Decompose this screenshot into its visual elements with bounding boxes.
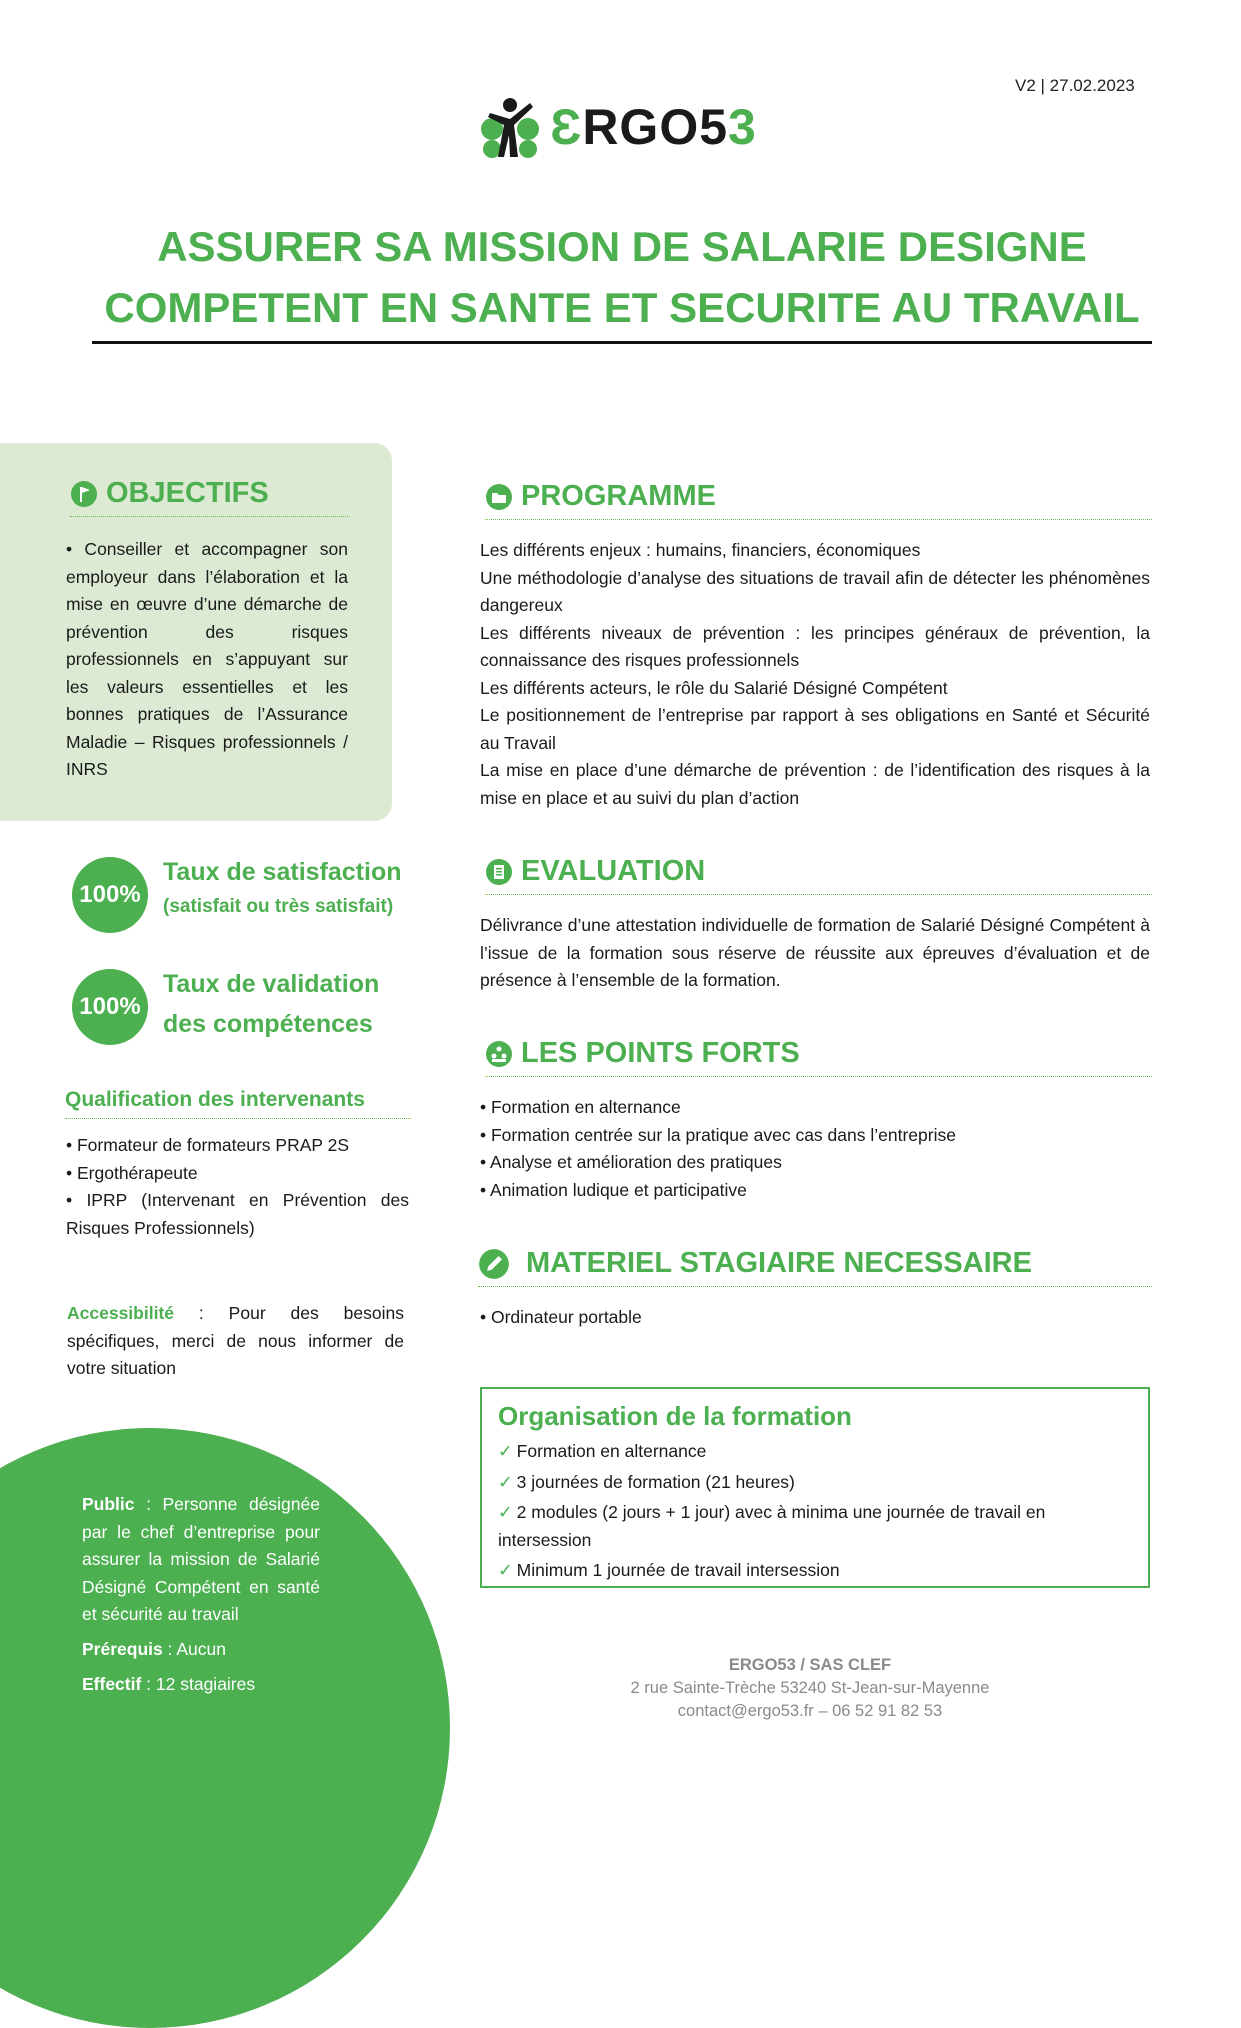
title-rule: [92, 341, 1152, 344]
footer: [560, 1654, 1060, 1723]
list-item: ✓ Formation en alternance: [498, 1441, 707, 1461]
title-line-1: ASSURER SA MISSION DE SALARIE DESIGNE: [157, 223, 1087, 270]
footer-contact: contact@ergo53.fr – 06 52 91 82 53: [677, 1702, 943, 1720]
list-item: • IPRP (Intervenant en Prévention des Risques Professionnels): [66, 1190, 409, 1238]
materiel-title: MATERIEL STAGIAIRE NECESSAIRE: [526, 1247, 1032, 1279]
list-item: • Formation en alternance: [480, 1097, 681, 1117]
effectif-label: Effectif: [82, 1674, 142, 1694]
evaluation-header: [485, 855, 1152, 895]
programme-header: [485, 480, 1152, 520]
organisation-box: [480, 1387, 1150, 1588]
check-icon: ✓: [498, 1471, 513, 1492]
programme-list: [480, 537, 1150, 812]
list-item: • Ordinateur portable: [480, 1307, 642, 1327]
validation-sublabel: des compétences: [163, 1010, 373, 1038]
list-item: • Animation ludique et participative: [480, 1179, 747, 1200]
effectif: [82, 1671, 320, 1699]
title-line-2: COMPETENT EN SANTE ET SECURITE AU TRAVAIL: [104, 284, 1140, 331]
materiel-list: [480, 1304, 1150, 1332]
objectifs-text: • Conseiller et accompagner son employeur dans l’élaboration et la mise en œuvre d’une démarche de prévention des risques professionnels en s’appuyant sur les valeurs essentielles et les bonnes pratiques de l’Assurance Maladie – Risques professionnels / INRS: [66, 539, 348, 779]
public-text: [82, 1491, 320, 1629]
satisfaction-sublabel: (satisfait ou très satisfait): [163, 896, 394, 917]
logo-figure-icon: [476, 95, 544, 159]
list-item: Le positionnement de l’entreprise par rapport à ses obligations en Santé et Sécurité au Travail: [480, 705, 1150, 753]
logo-text: ƐRGO53: [550, 99, 757, 155]
points-forts-header: [485, 1037, 1152, 1077]
qualification-title: Qualification des intervenants: [65, 1088, 411, 1119]
list-item: Les différents enjeux : humains, financiers, économiques: [480, 540, 921, 560]
evaluation-title: EVALUATION: [521, 855, 706, 887]
folder-icon: [485, 483, 513, 511]
qualification-list: [66, 1132, 409, 1242]
accessibilite-text: : Pour des besoins spécifiques, merci de nous informer de votre situation: [67, 1303, 404, 1378]
prerequis: [82, 1636, 320, 1664]
list-item: Les différents niveaux de prévention : les principes généraux de prévention, la connaissance des risques professionnels: [480, 622, 1150, 670]
list-item: • Formateur de formateurs PRAP 2S: [66, 1135, 349, 1155]
points-forts-title: LES POINTS FORTS: [521, 1037, 800, 1069]
list-item: Les différents acteurs, le rôle du Salarié Désigné Compétent: [480, 677, 948, 698]
evaluation-text: Délivrance d’une attestation individuelle de formation de Salarié Désigné Compétent à l’issue de la formation sous réserve de réussite aux épreuves d’évaluation et de présence à l’ensemble de la formation.: [480, 915, 1150, 990]
ergo53-logo: [476, 92, 757, 162]
list-item: • Ergothérapeute: [66, 1162, 198, 1183]
satisfaction-label: Taux de satisfaction: [163, 858, 402, 886]
materiel-header: [478, 1247, 1152, 1287]
validation-label: Taux de validation: [163, 970, 380, 998]
list-item: • Analyse et amélioration des pratiques: [480, 1152, 782, 1172]
accessibilite: [67, 1300, 404, 1383]
page-title: [92, 216, 1152, 338]
objectifs-panel: [0, 443, 392, 821]
public-label: Public: [82, 1494, 135, 1514]
objectifs-header: [70, 477, 350, 517]
effectif-value: : 12 stagiaires: [141, 1674, 256, 1694]
prerequis-value: : Aucun: [162, 1639, 226, 1659]
programme-title: PROGRAMME: [521, 480, 716, 512]
flag-icon: [70, 480, 98, 508]
list-item: ✓ 3 journées de formation (21 heures): [498, 1471, 795, 1492]
satisfaction-badge: 100%: [72, 857, 148, 933]
version-date: V2 | 27.02.2023: [1015, 76, 1135, 95]
check-icon: ✓: [498, 1560, 513, 1580]
document-icon: [485, 858, 513, 886]
list-item: La mise en place d’une démarche de prévention : de l’identification des risques à la mise en place et au suivi du plan d’action: [480, 760, 1150, 808]
list-item: ✓ 2 modules (2 jours + 1 jour) avec à minima une journée de travail en intersession: [498, 1502, 1046, 1550]
objectifs-title: OBJECTIFS: [106, 477, 269, 509]
list-item: ✓ Minimum 1 journée de travail intersession: [498, 1560, 840, 1580]
people-icon: [485, 1040, 513, 1068]
check-icon: ✓: [498, 1441, 513, 1461]
prerequis-label: Prérequis: [82, 1639, 163, 1659]
footer-address: 2 rue Sainte-Trèche 53240 St-Jean-sur-Mayenne: [630, 1679, 990, 1697]
list-item: • Formation centrée sur la pratique avec cas dans l’entreprise: [480, 1124, 956, 1145]
list-item: Une méthodologie d’analyse des situations de travail afin de détecter les phénomènes dangereux: [480, 567, 1150, 615]
footer-company: ERGO53 / SAS CLEF: [728, 1656, 892, 1674]
check-icon: ✓: [498, 1502, 513, 1522]
pencil-icon: [478, 1248, 510, 1280]
public-desc: : Personne désignée par le chef d’entreprise pour assurer la mission de Salarié Désigné Compétent en santé et sécurité au travail: [82, 1494, 320, 1624]
organisation-title: Organisation de la formation: [498, 1401, 852, 1431]
points-forts-list: [480, 1094, 1150, 1204]
accessibilite-label: Accessibilité: [67, 1303, 174, 1323]
validation-badge: 100%: [72, 969, 148, 1045]
